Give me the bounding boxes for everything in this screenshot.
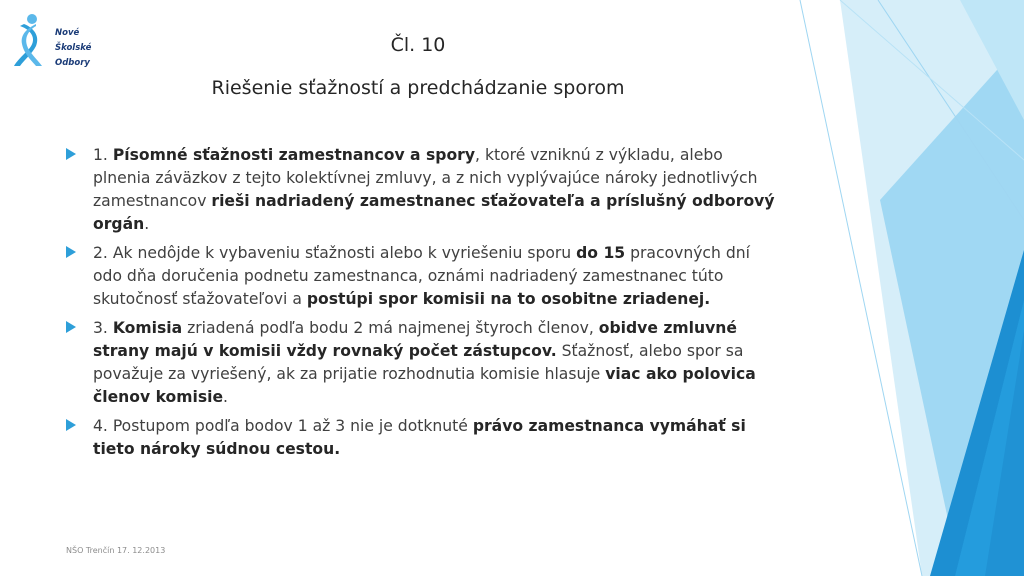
list-item-1 bbox=[66, 144, 778, 236]
item-1-bold-1: Písomné sťažnosti zamestnancov a spory bbox=[112, 146, 476, 164]
item-3-text-2: zriadená podľa bodu 2 má najmenej štyroch členov, bbox=[182, 319, 599, 337]
item-2-bold-2: postúpi spor komisii na to osobitne zriadenej. bbox=[306, 290, 711, 308]
item-3-bold-3: viac ako polovica členov komisie bbox=[93, 365, 756, 406]
bullet-list bbox=[66, 144, 778, 467]
item-1-text-1: 1. bbox=[93, 146, 113, 164]
logo-line-3: Odbory bbox=[55, 58, 90, 68]
item-2-text-2: pracovných dní odo dňa doručenia podnetu zamestnanca, oznámi nadriadený zamestnanec túto skutočnosť sťažovateľovi a bbox=[93, 244, 750, 308]
item-3-text-3: Sťažnosť, alebo spor sa považuje za vyriešený, ak za prijatie rozhodnutia komisie hlasuje bbox=[93, 342, 744, 383]
slide-heading: Čl. 10 bbox=[390, 34, 446, 56]
item-3-bold-1: Komisia bbox=[112, 319, 183, 337]
item-2-text-1: 2. Ak nedôjde k vybaveniu sťažnosti alebo k vyriešeniu sporu bbox=[93, 244, 577, 262]
list-item-3 bbox=[66, 317, 778, 409]
logo-line-1: Nové bbox=[55, 28, 80, 38]
item-4-bold-1: právo zamestnanca vymáhať si tieto nároky súdnou cestou. bbox=[93, 417, 746, 458]
slide-subheading: Riešenie sťažností a predchádzanie sporom bbox=[211, 77, 625, 99]
triangle-bullet-icon bbox=[66, 419, 76, 431]
item-2-bold-1: do 15 bbox=[576, 244, 626, 262]
footer-date: NŠO Trenčín 17. 12.2013 bbox=[66, 546, 166, 555]
item-1-text-3: . bbox=[144, 215, 150, 233]
item-3-text-4: . bbox=[223, 388, 229, 406]
triangle-bullet-icon bbox=[66, 321, 76, 333]
logo-line-2: Školské bbox=[55, 43, 92, 53]
list-item-2 bbox=[66, 242, 778, 311]
triangle-bullet-icon bbox=[66, 246, 76, 258]
item-4-text-1: 4. Postupom podľa bodov 1 až 3 nie je dotknuté bbox=[93, 417, 473, 435]
item-1-bold-2: rieši nadriadený zamestnanec sťažovateľa a príslušný odborový orgán bbox=[93, 192, 775, 233]
item-3-text-1: 3. bbox=[93, 319, 113, 337]
item-1-text-2: , ktoré vzniknú z výkladu, alebo plnenia záväzkov z tejto kolektívnej zmluvy, a z nich vyplývajúce nároky jednotlivých zamestnancov bbox=[93, 146, 758, 210]
triangle-bullet-icon bbox=[66, 148, 76, 160]
list-item-4 bbox=[66, 415, 778, 461]
item-3-bold-2: obidve zmluvné strany majú v komisii vždy rovnaký počet zástupcov. bbox=[93, 319, 737, 360]
